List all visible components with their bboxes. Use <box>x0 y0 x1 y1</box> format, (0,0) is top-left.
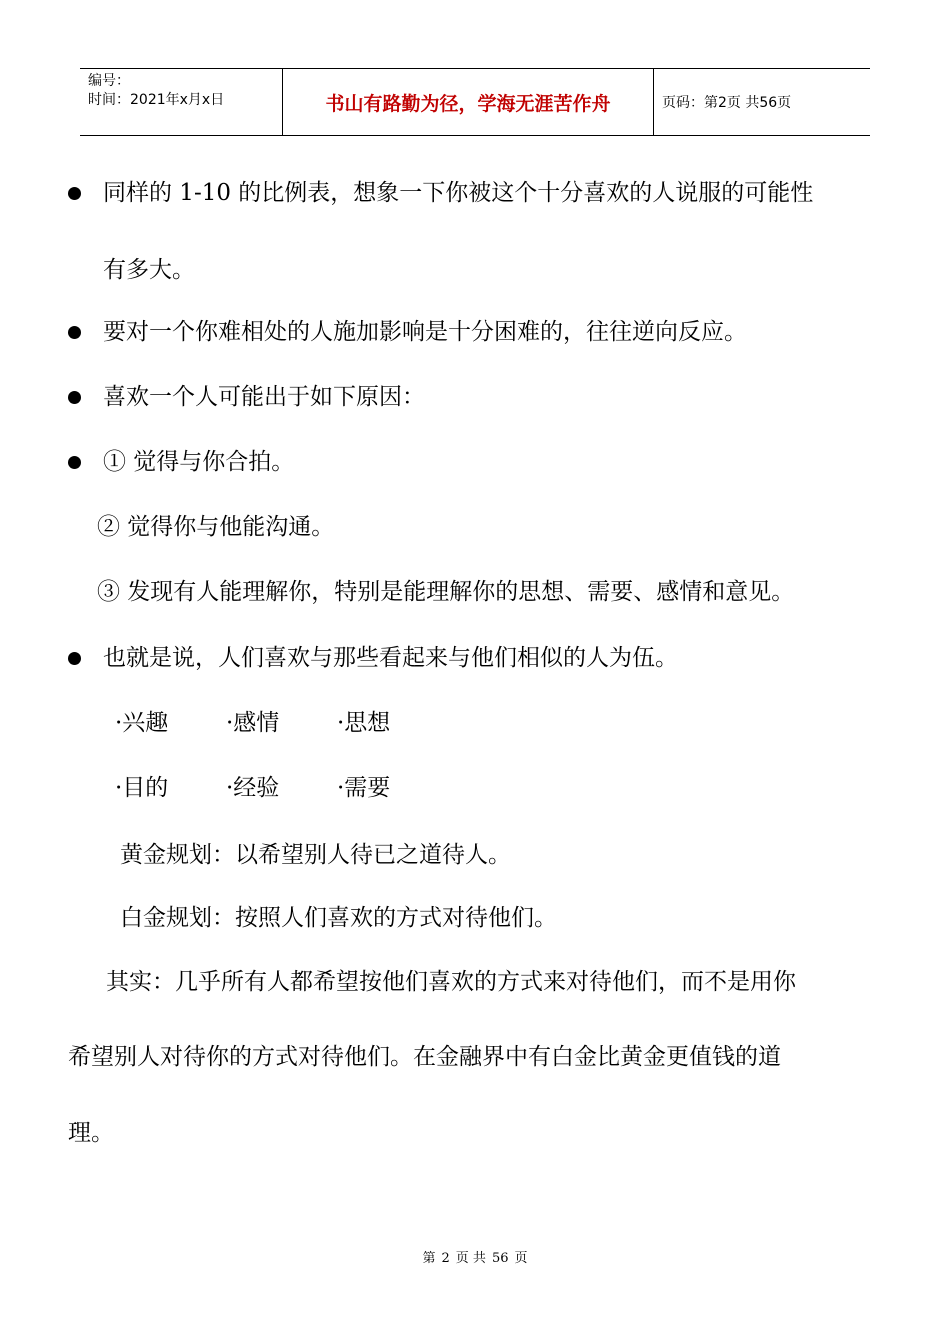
footer-mid: 页 共 <box>455 1251 486 1266</box>
number-label: 编号： <box>88 73 130 89</box>
trait-item: ·兴趣 <box>115 710 169 736</box>
bullet-text-5: 也就是说，人们喜欢与那些看起来与他们相似的人为伍。 <box>103 645 678 671</box>
reason-2: ② 觉得你与他能沟通。 <box>97 514 335 540</box>
header-motto: 书山有路勤为径，学海无涯苦作舟 <box>282 69 654 135</box>
page-header <box>80 68 870 136</box>
bullet-icon <box>68 652 81 665</box>
gold-rule: 黄金规划：以希望别人待已之道待人。 <box>120 842 511 868</box>
trait-item: ·感情 <box>226 710 280 736</box>
paragraph-line-1: 其实：几乎所有人都希望按他们喜欢的方式来对待他们，而不是用你 <box>106 969 796 995</box>
trait-item: ·思想 <box>337 710 391 736</box>
trait-item: ·目的 <box>115 775 169 801</box>
reason-3: ③ 发现有人能理解你，特别是能理解你的思想、需要、感情和意见。 <box>97 579 795 605</box>
time-label: 时间：2021年x月x日 <box>88 92 225 108</box>
platinum-rule: 白金规划：按照人们喜欢的方式对待他们。 <box>120 905 557 931</box>
footer-suffix: 页 <box>514 1251 528 1266</box>
header-meta <box>80 69 282 135</box>
bullet-text-3: 喜欢一个人可能出于如下原因： <box>103 384 425 410</box>
footer-page-number: 2 <box>441 1251 450 1266</box>
bullet-icon <box>68 326 81 339</box>
bullet-text-2: 要对一个你难相处的人施加影响是十分困难的，往往逆向反应。 <box>103 319 747 345</box>
paragraph-line-3: 理。 <box>68 1120 114 1146</box>
bullet-icon <box>68 187 81 200</box>
bullet-text-1: 同样的 1-10 的比例表，想象一下你被这个十分喜欢的人说服的可能性 <box>103 180 814 206</box>
paragraph-line-2: 希望别人对待你的方式对待他们。在金融界中有白金比黄金更值钱的道 <box>68 1044 781 1070</box>
footer-prefix: 第 <box>422 1251 436 1266</box>
trait-item: ·经验 <box>226 775 280 801</box>
bullet-text-1-cont: 有多大。 <box>103 257 195 283</box>
reason-1: ① 觉得与你合拍。 <box>103 449 295 475</box>
header-page-info: 页码：第2页 共56页 <box>662 95 792 111</box>
footer-total: 56 <box>491 1251 509 1266</box>
trait-item: ·需要 <box>337 775 391 801</box>
bullet-icon <box>68 456 81 469</box>
page-footer <box>0 1247 950 1266</box>
bullet-icon <box>68 391 81 404</box>
